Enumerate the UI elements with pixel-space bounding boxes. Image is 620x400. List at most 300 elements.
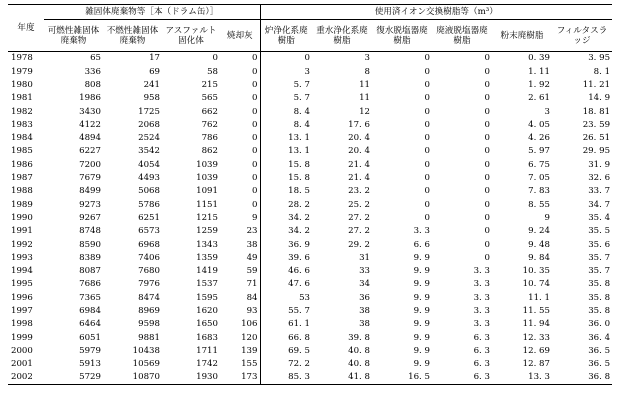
value-cell: 0 (220, 52, 260, 66)
value-cell: 8499 (79, 186, 101, 197)
value-cell: 6. 3 (432, 371, 492, 385)
value-cell: 18. 81 (582, 106, 611, 117)
value-cell: 2. 61 (528, 93, 550, 104)
value-cell: 39. 8 (348, 332, 370, 343)
value-cell: 5. 7 (293, 79, 310, 90)
table-row (8, 172, 612, 185)
value-cell: 34. 2 (288, 212, 310, 223)
value-cell: 3. 3 (473, 292, 490, 303)
value-cell: 0 (484, 199, 490, 210)
value-cell: 35. 7 (588, 266, 611, 277)
radioactive-waste-table (8, 4, 612, 385)
value-cell: 241 (143, 79, 160, 90)
resin-group-header: 使用済イオン交換樹脂等（m³） (260, 5, 612, 20)
value-cell: 21. 4 (348, 159, 370, 170)
value-cell: 9. 9 (413, 266, 430, 277)
value-cell: 6251 (138, 212, 160, 223)
value-cell: 4894 (79, 133, 101, 144)
value-cell: 6984 (79, 305, 101, 316)
value-cell: 3 (364, 53, 370, 64)
year-cell: 1996 (11, 292, 33, 303)
value-cell: 38 (359, 305, 370, 316)
value-cell: 0 (484, 212, 490, 223)
value-cell: 0 (424, 133, 430, 144)
value-cell: 3. 3 (473, 266, 490, 277)
value-cell: 336 (84, 66, 101, 77)
value-cell: 9. 48 (528, 239, 550, 250)
value-cell: 0 (484, 159, 490, 170)
value-cell: 9. 9 (413, 345, 430, 356)
value-cell: 3542 (138, 146, 160, 157)
value-cell: 4054 (138, 159, 160, 170)
value-cell: 0 (424, 93, 430, 104)
value-cell: 0 (220, 185, 260, 198)
table-row (8, 132, 612, 145)
year-cell: 1995 (11, 279, 33, 290)
value-cell: 6227 (79, 146, 101, 157)
value-cell: 5979 (79, 345, 101, 356)
table-row (8, 331, 612, 344)
value-cell: 6573 (138, 226, 160, 237)
value-cell: 8. 4 (293, 106, 310, 117)
waste-table-container (8, 4, 612, 385)
value-cell: 11. 21 (582, 79, 611, 90)
value-cell: 1620 (196, 305, 218, 316)
value-cell: 6. 3 (473, 359, 490, 370)
value-cell: 139 (220, 345, 260, 358)
value-cell: 0 (424, 146, 430, 157)
year-cell: 1983 (11, 119, 33, 130)
value-cell: 3430 (79, 106, 101, 117)
year-cell: 2000 (11, 345, 33, 356)
value-cell: 35. 8 (588, 292, 611, 303)
value-cell: 958 (143, 93, 160, 104)
table-row (8, 92, 612, 105)
table-row (8, 265, 612, 278)
value-cell: 27. 2 (348, 212, 370, 223)
value-cell: 1650 (196, 319, 218, 330)
year-cell: 1981 (11, 93, 33, 104)
value-cell: 0 (220, 198, 260, 211)
value-cell: 0 (484, 79, 490, 90)
value-cell: 1359 (196, 252, 218, 263)
value-cell: 13. 1 (288, 133, 310, 144)
value-cell: 0 (424, 186, 430, 197)
value-cell: 808 (84, 79, 101, 90)
value-cell: 31. 9 (588, 159, 611, 170)
value-cell: 9. 9 (413, 305, 430, 316)
value-cell: 120 (220, 331, 260, 344)
value-cell: 49 (220, 251, 260, 264)
year-cell: 1978 (11, 53, 33, 64)
value-cell: 0 (220, 132, 260, 145)
value-cell: 10. 35 (522, 266, 550, 277)
value-cell: 1. 92 (528, 79, 550, 90)
value-cell: 29. 2 (348, 239, 370, 250)
value-cell: 0 (484, 119, 490, 130)
year-cell: 1993 (11, 252, 33, 263)
value-cell: 7. 05 (528, 173, 550, 184)
year-cell: 1987 (11, 173, 33, 184)
value-cell: 8389 (79, 252, 101, 263)
table-row (8, 158, 612, 171)
value-cell: 26. 51 (582, 133, 611, 144)
value-cell: 3. 3 (473, 305, 490, 316)
value-cell: 0 (220, 118, 260, 131)
table-row (8, 291, 612, 304)
value-cell: 13. 3 (492, 371, 552, 385)
value-cell: 4493 (138, 173, 160, 184)
value-cell: 93 (220, 305, 260, 318)
value-cell: 12. 69 (522, 345, 550, 356)
value-cell: 17 (149, 53, 160, 64)
value-cell: 36 (359, 292, 370, 303)
year-cell: 1991 (11, 226, 33, 237)
value-cell: 17. 6 (348, 119, 370, 130)
value-cell: 0 (484, 53, 490, 64)
value-cell: 0 (484, 252, 490, 263)
value-cell: 0 (424, 53, 430, 64)
table-row (8, 185, 612, 198)
value-cell: 5068 (138, 186, 160, 197)
value-cell: 4. 26 (528, 133, 550, 144)
value-cell: 33. 7 (588, 186, 611, 197)
value-cell: 38 (220, 238, 260, 251)
value-cell: 5729 (44, 371, 103, 385)
value-cell: 7406 (138, 252, 160, 263)
value-cell: 40. 8 (348, 359, 370, 370)
value-cell: 85. 3 (260, 371, 312, 385)
value-cell: 1683 (196, 332, 218, 343)
value-cell: 8748 (79, 226, 101, 237)
value-cell: 53 (299, 292, 310, 303)
value-cell: 762 (201, 119, 218, 130)
value-cell: 0. 39 (528, 53, 550, 64)
table-row (8, 65, 612, 78)
value-cell: 12. 33 (522, 332, 550, 343)
table-row (8, 305, 612, 318)
year-cell: 1985 (11, 146, 33, 157)
year-cell: 1990 (11, 212, 33, 223)
table-row (8, 225, 612, 238)
value-cell: 33 (359, 266, 370, 277)
value-cell: 0 (484, 173, 490, 184)
value-cell: 32. 6 (588, 173, 611, 184)
year-cell: 1986 (11, 159, 33, 170)
value-cell: 66. 8 (288, 332, 310, 343)
year-cell: 1988 (11, 186, 33, 197)
value-cell: 9. 9 (413, 332, 430, 343)
column-header-row (8, 20, 612, 52)
table-row (8, 278, 612, 291)
value-cell: 155 (220, 358, 260, 371)
value-cell: 0 (220, 145, 260, 158)
value-cell: 14. 9 (588, 93, 611, 104)
value-cell: 0 (304, 53, 310, 64)
value-cell: 8. 55 (528, 199, 550, 210)
value-cell: 9881 (138, 332, 160, 343)
value-cell: 0 (484, 186, 490, 197)
value-cell: 6. 3 (473, 345, 490, 356)
value-cell: 1930 (162, 371, 220, 385)
value-cell: 35. 5 (588, 226, 611, 237)
value-cell: 36. 8 (552, 371, 612, 385)
value-cell: 106 (220, 318, 260, 331)
value-cell: 1215 (196, 212, 218, 223)
value-cell: 28. 2 (288, 199, 310, 210)
value-cell: 1986 (79, 93, 101, 104)
value-cell: 47. 6 (288, 279, 310, 290)
value-cell: 7680 (138, 266, 160, 277)
value-cell: 0 (424, 119, 430, 130)
value-cell: 15. 8 (288, 173, 310, 184)
value-cell: 0 (484, 239, 490, 250)
value-cell: 23. 2 (348, 186, 370, 197)
value-cell: 0 (424, 173, 430, 184)
column-header: 炉浄化系廃樹脂 (260, 20, 312, 52)
year-cell: 1994 (11, 266, 33, 277)
value-cell: 38 (359, 319, 370, 330)
value-cell: 40. 8 (348, 345, 370, 356)
value-cell: 1091 (196, 186, 218, 197)
value-cell: 10870 (103, 371, 162, 385)
value-cell: 215 (201, 79, 218, 90)
value-cell: 3 (304, 66, 310, 77)
value-cell: 862 (201, 146, 218, 157)
value-cell: 84 (220, 291, 260, 304)
column-header: 粉末廃樹脂 (492, 20, 552, 52)
value-cell: 11. 55 (522, 305, 550, 316)
value-cell: 10569 (132, 359, 160, 370)
value-cell: 0 (220, 172, 260, 185)
value-cell: 1343 (196, 239, 218, 250)
value-cell: 1039 (196, 159, 218, 170)
value-cell: 36. 5 (588, 345, 611, 356)
value-cell: 2524 (138, 133, 160, 144)
value-cell: 12. 87 (522, 359, 550, 370)
value-cell: 9 (544, 212, 550, 223)
value-cell: 0 (220, 65, 260, 78)
value-cell: 6. 6 (413, 239, 430, 250)
value-cell: 9. 9 (413, 252, 430, 263)
value-cell: 6. 3 (473, 332, 490, 343)
year-cell: 1980 (11, 79, 33, 90)
value-cell: 59 (220, 265, 260, 278)
value-cell: 8474 (138, 292, 160, 303)
value-cell: 58 (207, 66, 218, 77)
column-header: 可燃性雑固体廃棄物 (44, 20, 103, 52)
solid-waste-group-header: 雑固体廃棄物等［本（ドラム缶）］ (44, 5, 260, 20)
value-cell: 11 (359, 79, 370, 90)
value-cell: 8 (364, 66, 370, 77)
value-cell: 3 (544, 106, 550, 117)
value-cell: 10438 (132, 345, 160, 356)
table-row (8, 318, 612, 331)
value-cell: 8969 (138, 305, 160, 316)
value-cell: 5. 7 (293, 93, 310, 104)
value-cell: 55. 7 (288, 305, 310, 316)
value-cell: 0 (220, 105, 260, 118)
column-header: 焼却灰 (220, 20, 260, 52)
value-cell: 5. 97 (528, 146, 550, 157)
value-cell: 20. 4 (348, 133, 370, 144)
value-cell: 8590 (79, 239, 101, 250)
year-cell: 1979 (11, 66, 33, 77)
table-row (8, 358, 612, 371)
table-body (8, 52, 612, 385)
value-cell: 36. 5 (588, 359, 611, 370)
value-cell: 23 (220, 225, 260, 238)
value-cell: 69 (149, 66, 160, 77)
value-cell: 1. 11 (528, 66, 550, 77)
value-cell: 0 (484, 226, 490, 237)
value-cell: 72. 2 (288, 359, 310, 370)
value-cell: 35. 6 (588, 239, 611, 250)
value-cell: 34. 7 (588, 199, 611, 210)
value-cell: 35. 8 (588, 305, 611, 316)
value-cell: 11. 94 (522, 319, 550, 330)
table-row (8, 198, 612, 211)
value-cell: 0 (424, 106, 430, 117)
value-cell: 18. 5 (288, 186, 310, 197)
value-cell: 6051 (79, 332, 101, 343)
column-header: 重水浄化系廃樹脂 (312, 20, 372, 52)
year-cell: 1998 (11, 319, 33, 330)
value-cell: 6. 75 (528, 159, 550, 170)
table-row (8, 79, 612, 92)
table-row (8, 52, 612, 66)
year-cell: 1989 (11, 199, 33, 210)
table-row (8, 105, 612, 118)
table-row (8, 118, 612, 131)
column-header: アスファルト固化体 (162, 20, 220, 52)
value-cell: 3. 3 (473, 319, 490, 330)
value-cell: 5786 (138, 199, 160, 210)
value-cell: 9. 9 (413, 279, 430, 290)
value-cell: 0 (484, 93, 490, 104)
value-cell: 7976 (138, 279, 160, 290)
year-cell: 1984 (11, 133, 33, 144)
value-cell: 36. 0 (588, 319, 611, 330)
value-cell: 7679 (79, 173, 101, 184)
value-cell: 0 (220, 158, 260, 171)
value-cell: 46. 6 (288, 266, 310, 277)
value-cell: 27. 2 (348, 226, 370, 237)
table-row (8, 371, 612, 385)
year-cell: 1999 (11, 332, 33, 343)
value-cell: 0 (484, 106, 490, 117)
value-cell: 23. 59 (582, 119, 611, 130)
year-cell: 1982 (11, 106, 33, 117)
value-cell: 34 (359, 279, 370, 290)
year-cell: 1992 (11, 239, 33, 250)
value-cell: 35. 8 (588, 279, 611, 290)
value-cell: 0 (424, 79, 430, 90)
value-cell: 9598 (138, 319, 160, 330)
value-cell: 10. 74 (522, 279, 550, 290)
value-cell: 13. 1 (288, 146, 310, 157)
value-cell: 69. 5 (288, 345, 310, 356)
value-cell: 0 (212, 53, 218, 64)
value-cell: 11. 1 (528, 292, 550, 303)
value-cell: 3. 3 (473, 279, 490, 290)
value-cell: 36. 4 (588, 332, 611, 343)
value-cell: 71 (220, 278, 260, 291)
table-row (8, 238, 612, 251)
value-cell: 9. 84 (528, 252, 550, 263)
value-cell: 0 (484, 66, 490, 77)
value-cell: 35. 7 (588, 252, 611, 263)
value-cell: 0 (220, 79, 260, 92)
value-cell: 3. 95 (588, 53, 611, 64)
value-cell: 61. 1 (288, 319, 310, 330)
value-cell: 1419 (196, 266, 218, 277)
value-cell: 41. 8 (312, 371, 372, 385)
value-cell: 35. 4 (588, 212, 611, 223)
value-cell: 20. 4 (348, 146, 370, 157)
value-cell: 1151 (196, 199, 218, 210)
value-cell: 1595 (196, 292, 218, 303)
table-row (8, 145, 612, 158)
value-cell: 0 (220, 92, 260, 105)
value-cell: 9. 9 (413, 359, 430, 370)
value-cell: 11 (359, 93, 370, 104)
value-cell: 65 (90, 53, 101, 64)
value-cell: 4122 (79, 119, 101, 130)
value-cell: 9267 (79, 212, 101, 223)
value-cell: 3. 3 (413, 226, 430, 237)
year-cell: 2001 (11, 359, 33, 370)
value-cell: 565 (201, 93, 218, 104)
value-cell: 8. 1 (593, 66, 611, 77)
value-cell: 4. 05 (528, 119, 550, 130)
value-cell: 9. 24 (528, 226, 550, 237)
year-cell: 1997 (11, 305, 33, 316)
value-cell: 9273 (79, 199, 101, 210)
value-cell: 1725 (138, 106, 160, 117)
value-cell: 0 (484, 146, 490, 157)
value-cell: 6464 (79, 319, 101, 330)
value-cell: 173 (220, 371, 260, 385)
value-cell: 9 (220, 212, 260, 225)
value-cell: 9. 9 (413, 292, 430, 303)
column-header: 廃液脱塩器廃樹脂 (432, 20, 492, 52)
value-cell: 8. 4 (293, 119, 310, 130)
value-cell: 15. 8 (288, 159, 310, 170)
value-cell: 1537 (196, 279, 218, 290)
value-cell: 0 (424, 199, 430, 210)
value-cell: 7. 83 (528, 186, 550, 197)
value-cell: 1259 (196, 226, 218, 237)
value-cell: 7365 (79, 292, 101, 303)
value-cell: 31 (359, 252, 370, 263)
table-row (8, 345, 612, 358)
value-cell: 8087 (79, 266, 101, 277)
year-column-header: 年度 (8, 5, 44, 52)
value-cell: 9. 9 (413, 319, 430, 330)
value-cell: 2068 (138, 119, 160, 130)
year-cell: 2002 (8, 371, 44, 385)
value-cell: 0 (424, 66, 430, 77)
value-cell: 7200 (79, 159, 101, 170)
value-cell: 6968 (138, 239, 160, 250)
value-cell: 12 (359, 106, 370, 117)
value-cell: 36. 9 (288, 239, 310, 250)
value-cell: 662 (201, 106, 218, 117)
value-cell: 0 (424, 212, 430, 223)
value-cell: 39. 6 (288, 252, 310, 263)
value-cell: 34. 2 (288, 226, 310, 237)
